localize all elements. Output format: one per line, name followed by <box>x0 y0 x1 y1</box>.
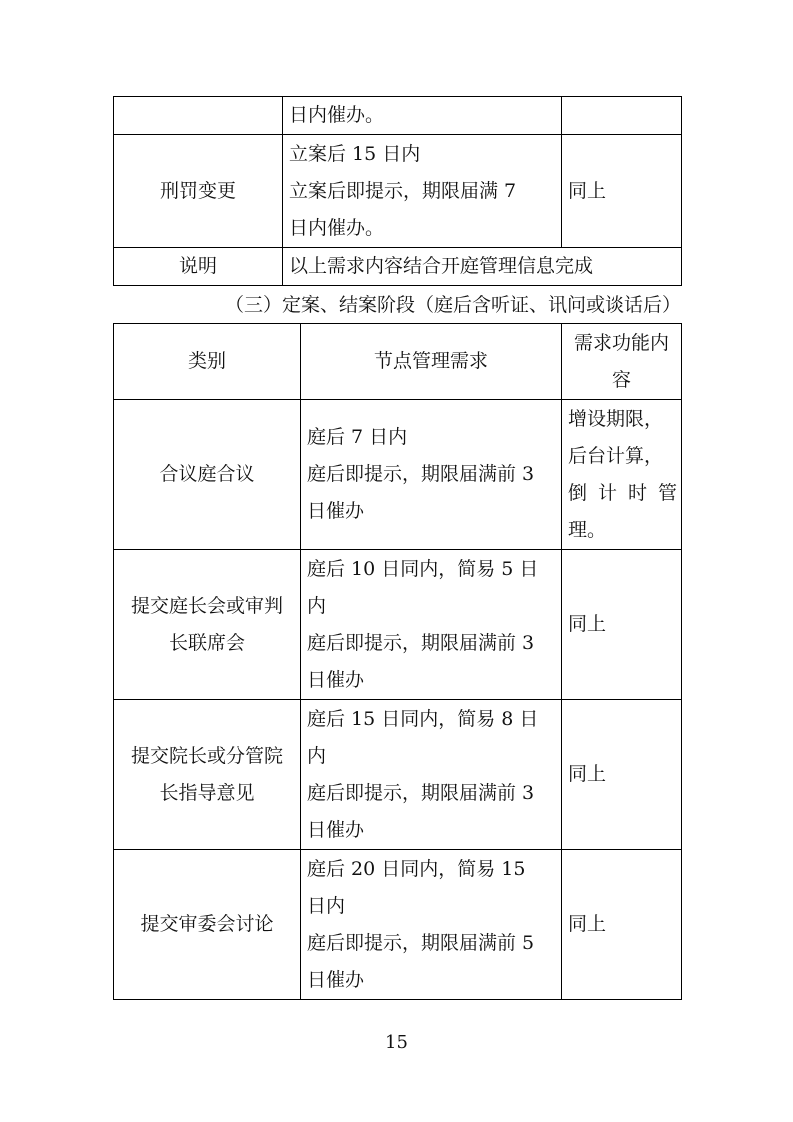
table-cell <box>114 97 283 135</box>
function-line: 增设期限， <box>568 407 664 430</box>
top-table <box>113 96 682 286</box>
section-heading: （三）定案、结案阶段（庭后含听证、讯问或谈话后） <box>224 294 681 316</box>
table-cell <box>283 135 562 248</box>
cell-line: 日催办 <box>307 968 365 991</box>
category-line: 长指导意见 <box>159 781 255 804</box>
table-row <box>114 400 682 550</box>
function-cell <box>562 850 682 1000</box>
cell-line: 以上需求内容结合开庭管理信息完成 <box>289 255 594 277</box>
function-cell <box>562 550 682 700</box>
cell-line: 庭后即提示，期限届满前 3 <box>307 463 535 485</box>
table-cell <box>301 400 562 550</box>
table-cell <box>301 550 562 700</box>
table-row <box>114 135 682 248</box>
category-cell <box>114 850 301 1000</box>
cell-line: 日催办 <box>307 500 365 522</box>
cell-line: 庭后即提示，期限届满前 5 <box>307 931 535 954</box>
header-node: 节点管理需求 <box>301 324 562 400</box>
table-cell <box>562 97 682 135</box>
table-cell <box>301 700 562 850</box>
function-line: 同上 <box>568 913 607 935</box>
note-cell <box>283 248 682 286</box>
requirements-table <box>113 323 682 1000</box>
cell-line: 内 <box>307 594 327 617</box>
header-line: 容 <box>611 368 631 391</box>
category-cell <box>114 550 301 700</box>
header-category: 类别 <box>114 324 301 400</box>
cell-line: 立案后 15 日内 <box>289 142 421 165</box>
category-line: 提交审委会讨论 <box>140 913 274 935</box>
cell-line: 庭后 7 日内 <box>307 426 408 448</box>
category-line: 提交庭长会或审判 <box>130 594 283 617</box>
cell-line: 日内 <box>307 894 346 917</box>
function-line: 后台计算， <box>568 444 664 467</box>
cell-line: 日内催办。 <box>289 104 385 126</box>
category-line: 合议庭合议 <box>159 463 255 485</box>
cell-line: 日催办 <box>307 668 365 691</box>
function-cell <box>562 400 682 550</box>
table-row <box>114 248 682 286</box>
cell-line: 庭后即提示，期限届满前 3 <box>307 781 535 804</box>
category-line: 长联席会 <box>168 631 245 654</box>
category-cell: 说明 <box>114 248 283 286</box>
function-line: 倒计时管 <box>568 481 677 504</box>
function-line: 同上 <box>568 763 607 785</box>
cell-line: 立案后即提示，期限届满 7 <box>289 179 517 202</box>
header-line: 需求功能内 <box>573 331 669 354</box>
table-row <box>114 700 682 850</box>
function-line: 同上 <box>568 613 607 635</box>
cell-line: 庭后即提示，期限届满前 3 <box>307 631 535 654</box>
cell-line: 庭后 10 日同内，简易 5 日 <box>307 557 539 580</box>
function-line: 理。 <box>568 518 607 541</box>
cell-line: 庭后 20 日同内，简易 15 <box>307 857 526 880</box>
table-row <box>114 850 682 1000</box>
category-cell <box>114 700 301 850</box>
category-cell <box>114 400 301 550</box>
table-cell <box>301 850 562 1000</box>
cell-line: 日催办 <box>307 818 365 841</box>
function-cell: 同上 <box>562 135 682 248</box>
category-line: 提交院长或分管院 <box>130 744 283 767</box>
function-cell <box>562 700 682 850</box>
category-cell: 刑罚变更 <box>114 135 283 248</box>
header-function <box>562 324 682 400</box>
table-row <box>114 97 682 135</box>
page-number: 15 <box>385 1032 408 1053</box>
table-cell <box>283 97 562 135</box>
table-header-row <box>114 324 682 400</box>
cell-line: 日内催办。 <box>289 216 385 239</box>
table-row <box>114 550 682 700</box>
cell-line: 庭后 15 日同内，简易 8 日 <box>307 707 539 730</box>
cell-line: 内 <box>307 744 327 767</box>
